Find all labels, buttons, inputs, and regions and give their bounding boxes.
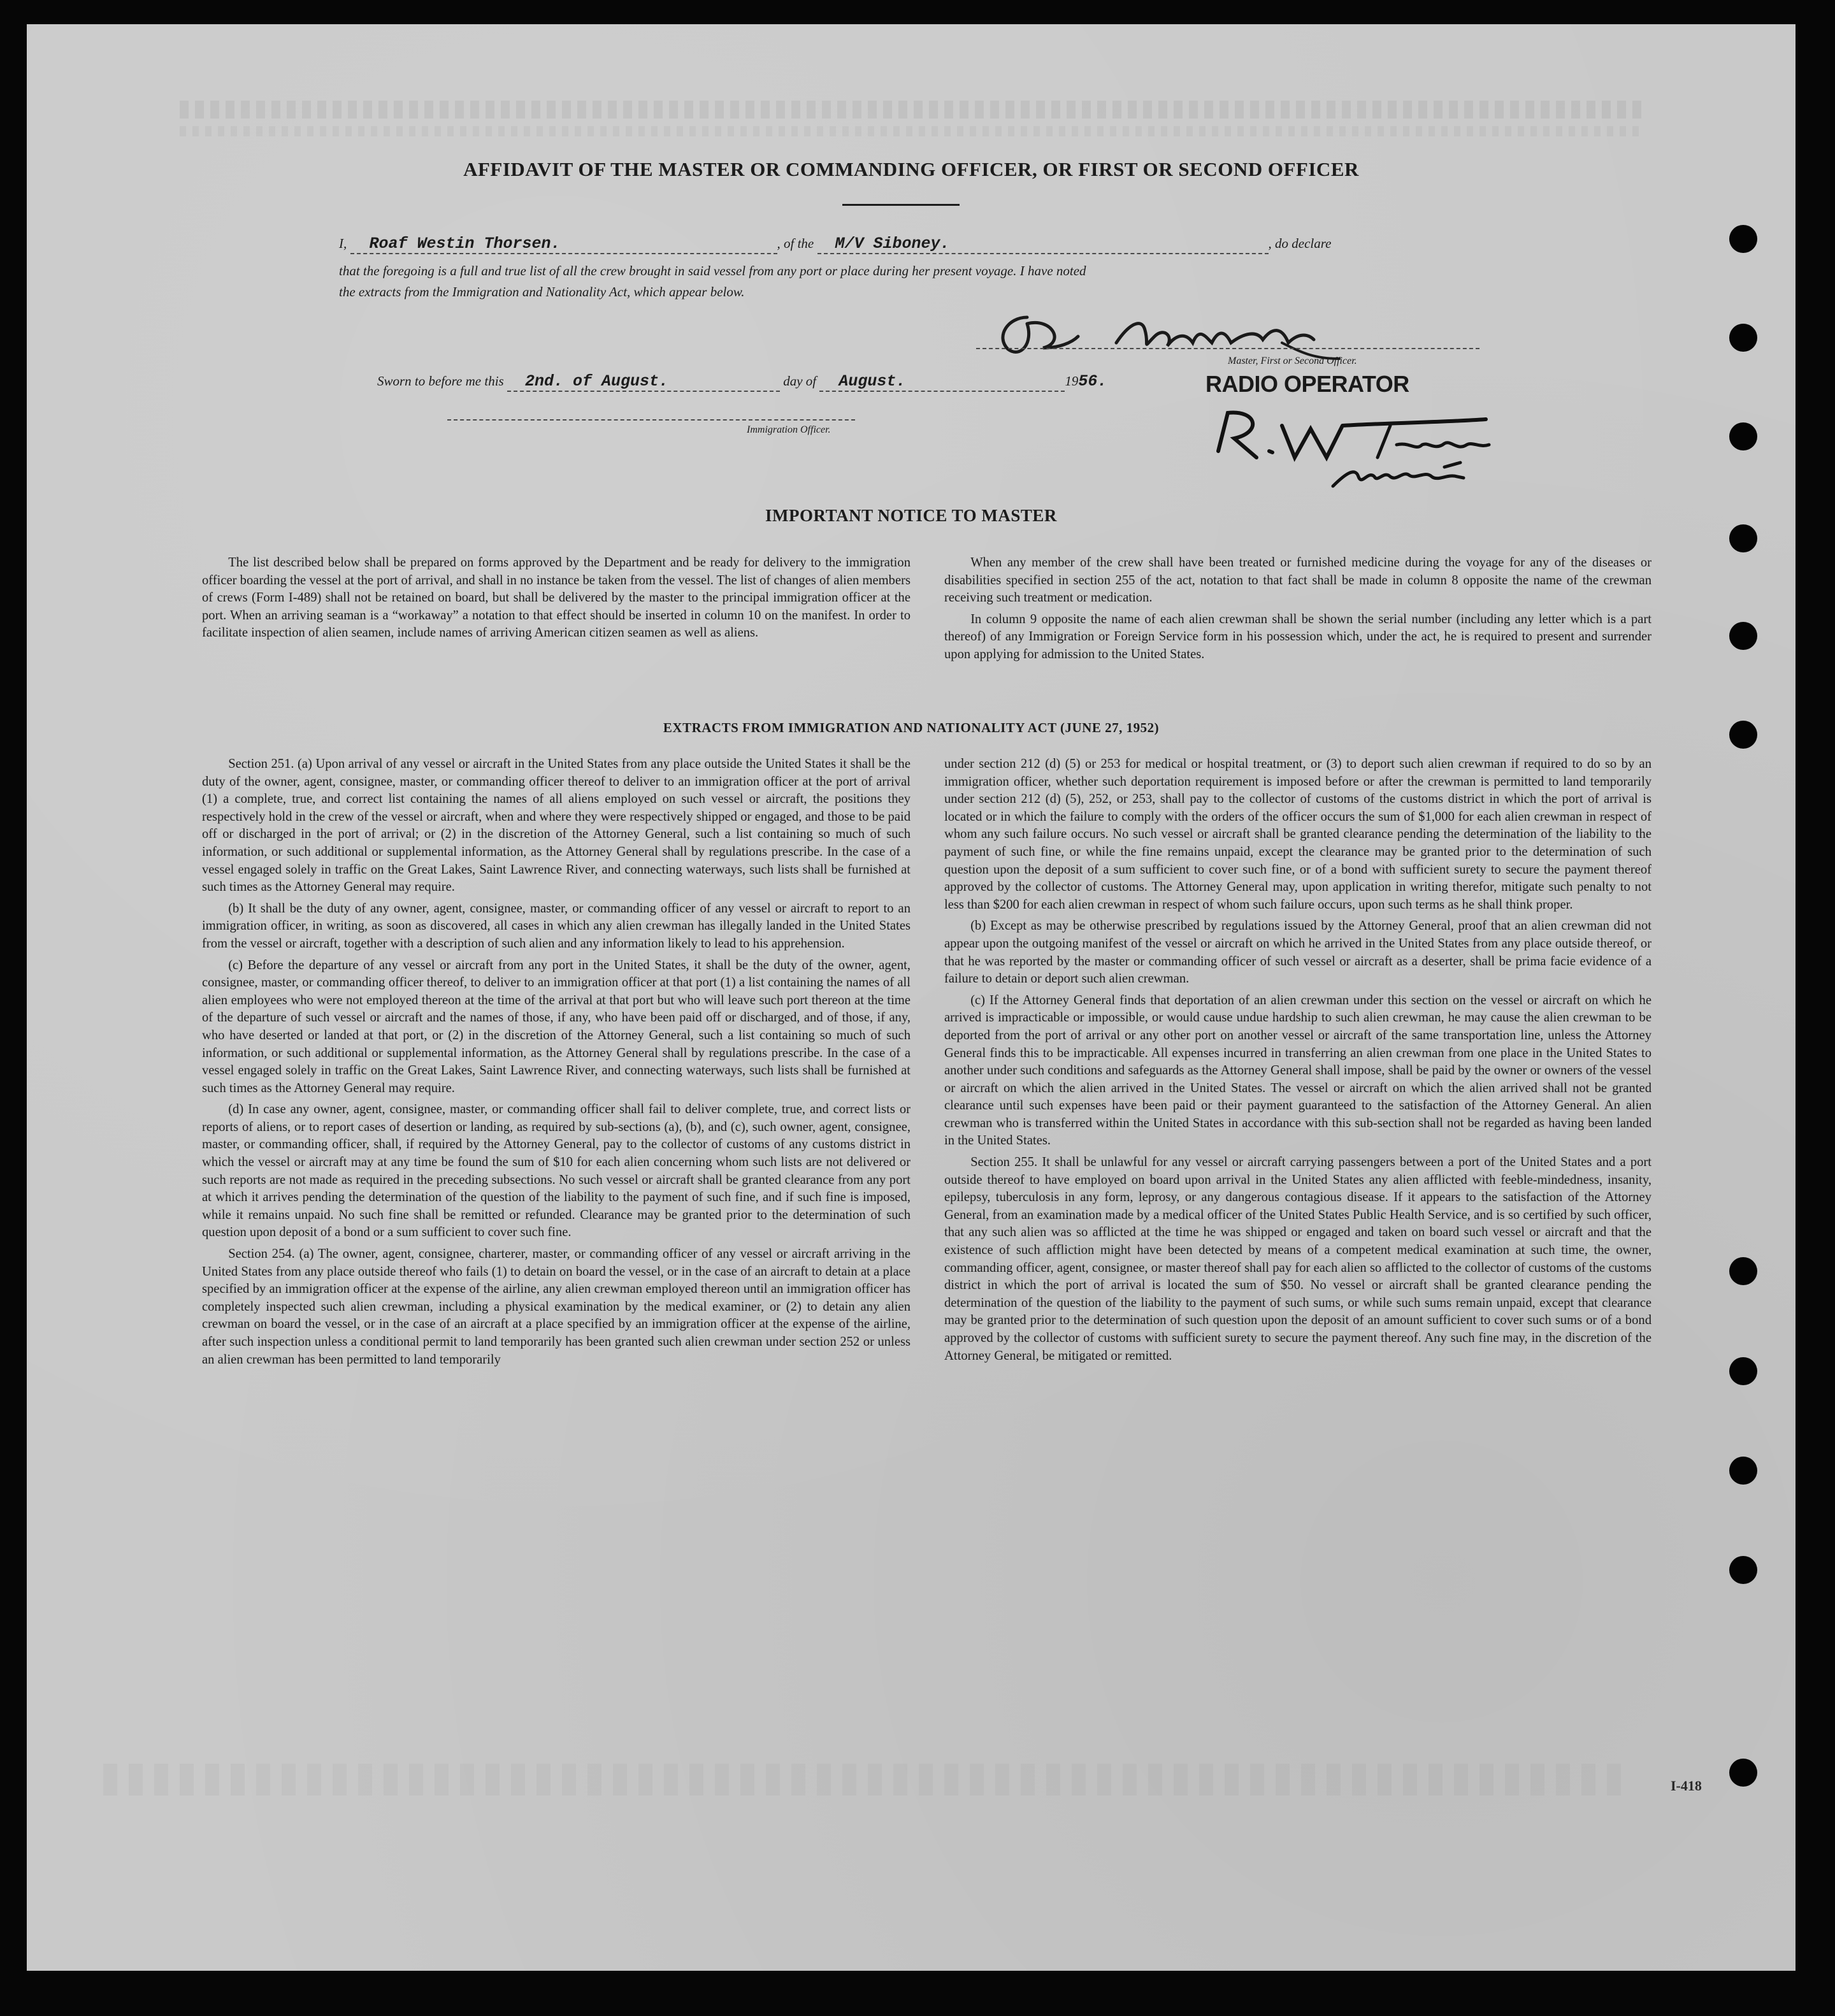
sworn-label: Sworn to before me this: [377, 373, 504, 389]
immigration-officer-line: [447, 419, 855, 421]
master-signature: [1205, 407, 1524, 496]
vessel-name-field: [817, 234, 1269, 254]
notice-right-paragraph-2: In column 9 opposite the name of each alien crewman shall be shown the serial number (including any letter which is a part thereof) of any Immigration or Foreign Service form in his possession which, under the act, he is required to present and surrender upon applying for admission to the United States.: [944, 612, 1652, 661]
year-suffix: 56.: [1078, 372, 1107, 391]
section-251-b: (b) It shall be the duty of any owner, agent, consignee, master, or commanding officer of any vessel or aircraft to report to an immigration officer, in writing, as soon as discovered, all cases in which any alien crewman has illegally landed in the United States from the vessel or aircraft, together with a description of such alien and any information likely to lead to his apprehension.: [202, 901, 910, 951]
binder-hole: [1729, 225, 1757, 253]
day-of-label: day of: [783, 373, 817, 389]
binder-hole: [1729, 422, 1757, 450]
notice-title: IMPORTANT NOTICE TO MASTER: [765, 506, 1057, 525]
extracts-right-column: [944, 756, 1652, 1365]
section-255: Section 255. It shall be unlawful for any vessel or aircraft carrying passengers between a port of the United States and a port outside thereof to have employed on board upon arrival in the United States any alien afflicted with feeble-mindedness, insanity, epilepsy, tuberculosis in any form, leprosy, or any dangerous contagious disease. If it appears to the satisfaction of the Attorney General, from an examination made by a medical officer of the United States Public Health Service, and is so certified by such officer, that any such alien was so afflicted at the time he was shipped or engaged and taken on board such vessel or aircraft and that the existence of such affliction might have been detected by means of a competent medical examination at such time, the owner, commanding officer, agent, consignee, or master thereof shall pay for each alien so afflicted to the collector of customs of the customs district in which the port of arrival is located the sum of $50. No vessel or aircraft shall be granted clearance pending the determination of the question of the liability to the payment of such sums, or while such sums remain unpaid, except that clearance may be granted prior to the determination of such question upon the deposit of an amount sufficient to cover such sums or of a bond approved by the collector of customs with sufficient surety to secure the payment thereof. Any such fine may, in the discretion of the Attorney General, be mitigated or remitted.: [944, 1155, 1652, 1363]
binder-hole: [1729, 1556, 1757, 1584]
section-254-a: Section 254. (a) The owner, agent, consignee, charterer, master, or commanding officer of any vessel or aircraft arriving in the United States from any place outside thereof who fails (1) to detain on board the vessel, or in the case of an aircraft to detain at a place specified by an immigration officer at the expense of the airline, any alien crewman employed thereon until an immigration officer has completely inspected such alien crewman, including a physical examination by the medical examiner, or (2) to detain any alien crewman on board the vessel, or in the case of an aircraft at a place specified by an immigration officer at the expense of the airline, after such inspection unless a conditional permit to land temporarily has been granted such alien crewman under section 252 or unless an alien crewman has been permitted to land temporarily: [202, 1247, 910, 1367]
binder-hole: [1729, 1759, 1757, 1787]
signature-caption: Master, First or Second Officer.: [1228, 356, 1357, 366]
statement-line-2: the extracts from the Immigration and Nationality Act, which appear below.: [339, 284, 745, 299]
sworn-day: 2nd. of August.: [524, 372, 669, 391]
affidavit-title: AFFIDAVIT OF THE MASTER OR COMMANDING OFFICER, OR FIRST OR SECOND OFFICER: [463, 158, 1359, 180]
sworn-day-field: [507, 372, 780, 392]
section-254-b: (b) Except as may be otherwise prescribed by regulations issued by the Attorney General, proof that an alien crewman did not appear upon the outgoing manifest of the vessel or aircraft on which he arrived in the United States from any place outside thereof, or that he was reported by the master or commanding officer of such vessel or aircraft as a deserter, shall be prima facie evidence of a failure to detain or deport such alien crewman.: [944, 919, 1652, 986]
radio-operator-stamp: RADIO OPERATOR: [1205, 371, 1409, 397]
statement-line-1: that the foregoing is a full and true list of all the crew brought in said vessel from any port or place during her present voyage. I have noted: [339, 263, 1086, 278]
bleed-through-band: [103, 1764, 1632, 1796]
binder-hole: [1729, 1457, 1757, 1485]
section-251-d: (d) In case any owner, agent, consignee, master, or commanding officer shall fail to deliver complete, true, and correct lists or reports of aliens, or to report cases of desertion or landing, as required by sub-sections (a), (b), and (c), such owner, agent, consignee, master, or commanding officer, shall, if required by the Attorney General, pay to the collector of customs of any customs district in which the vessel or aircraft may at any time be found the sum of $10 for each alien concerning whom such lists are not delivered or such reports are not made as required in the preceding subsections. No such vessel or aircraft shall be granted clearance from any port at which it arrives pending the determination of the question of the liability to the payment of such fine, and if such fine is imposed, while it remains unpaid. No such fine shall be remitted or refunded. Clearance may be granted prior to the determination of such question upon deposit of a bond or a sum sufficient to cover such fine.: [202, 1102, 910, 1240]
immigration-officer-caption: Immigration Officer.: [747, 424, 831, 435]
binder-hole: [1729, 622, 1757, 650]
title-underline: [842, 204, 960, 206]
bleed-through-band: [180, 126, 1645, 136]
binder-hole: [1729, 324, 1757, 352]
declaration-line: [339, 234, 1331, 254]
intro-text: I,: [339, 236, 347, 251]
notice-left-column: [202, 554, 910, 642]
do-declare-text: , do declare: [1268, 236, 1332, 251]
sworn-month-field: [819, 372, 1065, 392]
binder-hole: [1729, 524, 1757, 552]
section-254-a-continued: under section 212 (d) (5) or 253 for medical or hospital treatment, or (3) to deport such alien crewman if required to do so by an immigration officer, whether such deportation requirement is imposed before or after the crewman is permitted to land temporarily under section 212 (d) (5), 252, or 253, shall pay to the collector of customs of the customs district in which the port of arrival is located or in which the failure to comply with the orders of the officer occurs the sum of $1,000 for each alien crewman in respect of whom any such failure occurs. No such vessel or aircraft shall be granted clearance pending the determination of the liability to the payment of such fine, or while the fine remains unpaid, except the clearance may be granted prior to the determination of such question upon the deposit of a sum sufficient to cover such fine, or of a bond with sufficient surety to secure the payment thereof approved by the collector of customs. The Attorney General may, upon application in writing therefor, mitigate such penalty to not less than $200 for each alien crewman in respect of whom such failure occurs, upon such terms as he shall think proper.: [944, 757, 1652, 912]
extracts-title: EXTRACTS FROM IMMIGRATION AND NATIONALITY ACT (JUNE 27, 1952): [663, 720, 1160, 735]
master-name-field: [350, 234, 777, 254]
document-sheet: [27, 24, 1795, 1971]
master-name: Roaf Westin Thorsen.: [369, 234, 561, 253]
of-the-text: , of the: [777, 236, 814, 251]
sworn-month: August.: [838, 372, 906, 391]
year-prefix: 19: [1065, 373, 1079, 389]
section-251-c: (c) Before the departure of any vessel or aircraft from any port in the United States, it shall be the duty of the owner, agent, consignee, master, or commanding officer thereof, to deliver to an immigration officer at that port (1) a list containing the names of all alien employees who were not employed thereon at the time of the arrival at that port but who will leave such port thereon at the time of the departure of such vessel or aircraft and the names of those, if any, who have been paid off or discharged, and of those, if any, who have deserted or landed at that port, or (2) in the discretion of the Attorney General, such a list containing so much of such information, or such additional or supplemental information, as the Attorney General shall by regulations prescribe. In the case of a vessel engaged solely in traffic on the Great Lakes, Saint Lawrence River, and connecting waterways, such lists shall be furnished at such times as the Attorney General may require.: [202, 958, 910, 1095]
extracts-left-column: [202, 756, 910, 1369]
form-number: I-418: [1671, 1778, 1702, 1794]
sworn-line: [377, 372, 1107, 392]
binder-hole: [1729, 1357, 1757, 1385]
bleed-through-band: [180, 101, 1645, 119]
section-251-a: Section 251. (a) Upon arrival of any vessel or aircraft in the United States from any place outside the United States it shall be the duty of the owner, agent, consignee, master, or commanding officer thereof to deliver to an immigration officer at the port of arrival (1) a complete, true, and correct list containing the names of all aliens employed on such vessel or aircraft, the positions they respectively hold in the crew of the vessel or aircraft, when and where they were respectively shipped or engaged, and those to be paid off or discharged in the port of arrival; or (2) in the discretion of the Attorney General, such a list containing so much of such information, or such additional or supplemental information, as the Attorney General shall by regulations prescribe. In the case of a vessel engaged solely in traffic on the Great Lakes, Saint Lawrence River, and connecting waterways, such lists shall be furnished at such times as the Attorney General may require.: [202, 757, 910, 895]
section-254-c: (c) If the Attorney General finds that deportation of an alien crewman under this section on the vessel or aircraft on which he arrived is impracticable or impossible, or would cause undue hardship to such alien crewman, he may cause the alien crewman to be deported from the port of arrival or any other port on another vessel or aircraft of the same transportation line, unless the Attorney General finds this to be impracticable. All expenses incurred in transferring an alien crewman from one place in the United States to another under such conditions and safeguards as the Attorney General shall impose, shall be paid by the owner or owners of the vessel or aircraft on which the alien arrived in the United States. The vessel or aircraft on which the alien arrived shall not be granted clearance until such expenses have been paid or their payment guaranteed to the satisfaction of the Attorney General. An alien crewman who is transferred within the United States in accordance with this sub-section shall not be regarded as having been landed in the United States.: [944, 993, 1652, 1148]
notice-right-paragraph-1: When any member of the crew shall have been treated or furnished medicine during the voyage for any of the diseases or disabilities specified in section 255 of the act, notation to that fact shall be made in column 8 opposite the name of the crewman receiving such treatment or medication.: [944, 556, 1652, 605]
notice-left-paragraph: The list described below shall be prepared on forms approved by the Department and be ready for delivery to the immigration officer boarding the vessel at the port of arrival, and shall in no instance be taken from the vessel. The list of changes of alien members of crews (Form I-489) shall not be retained on board, but shall be delivered by the master to the principal immigration officer at the port. When an arriving seaman is a “workaway” a notation to that effect should be inserted in column 10 on the manifest. In order to facilitate inspection of alien seamen, include names of arriving American citizen seamen as well as aliens.: [202, 556, 910, 640]
signature-line: [976, 348, 1479, 349]
vessel-name: M/V Siboney.: [835, 234, 950, 253]
notice-right-column: [944, 554, 1652, 664]
binder-hole: [1729, 1257, 1757, 1285]
